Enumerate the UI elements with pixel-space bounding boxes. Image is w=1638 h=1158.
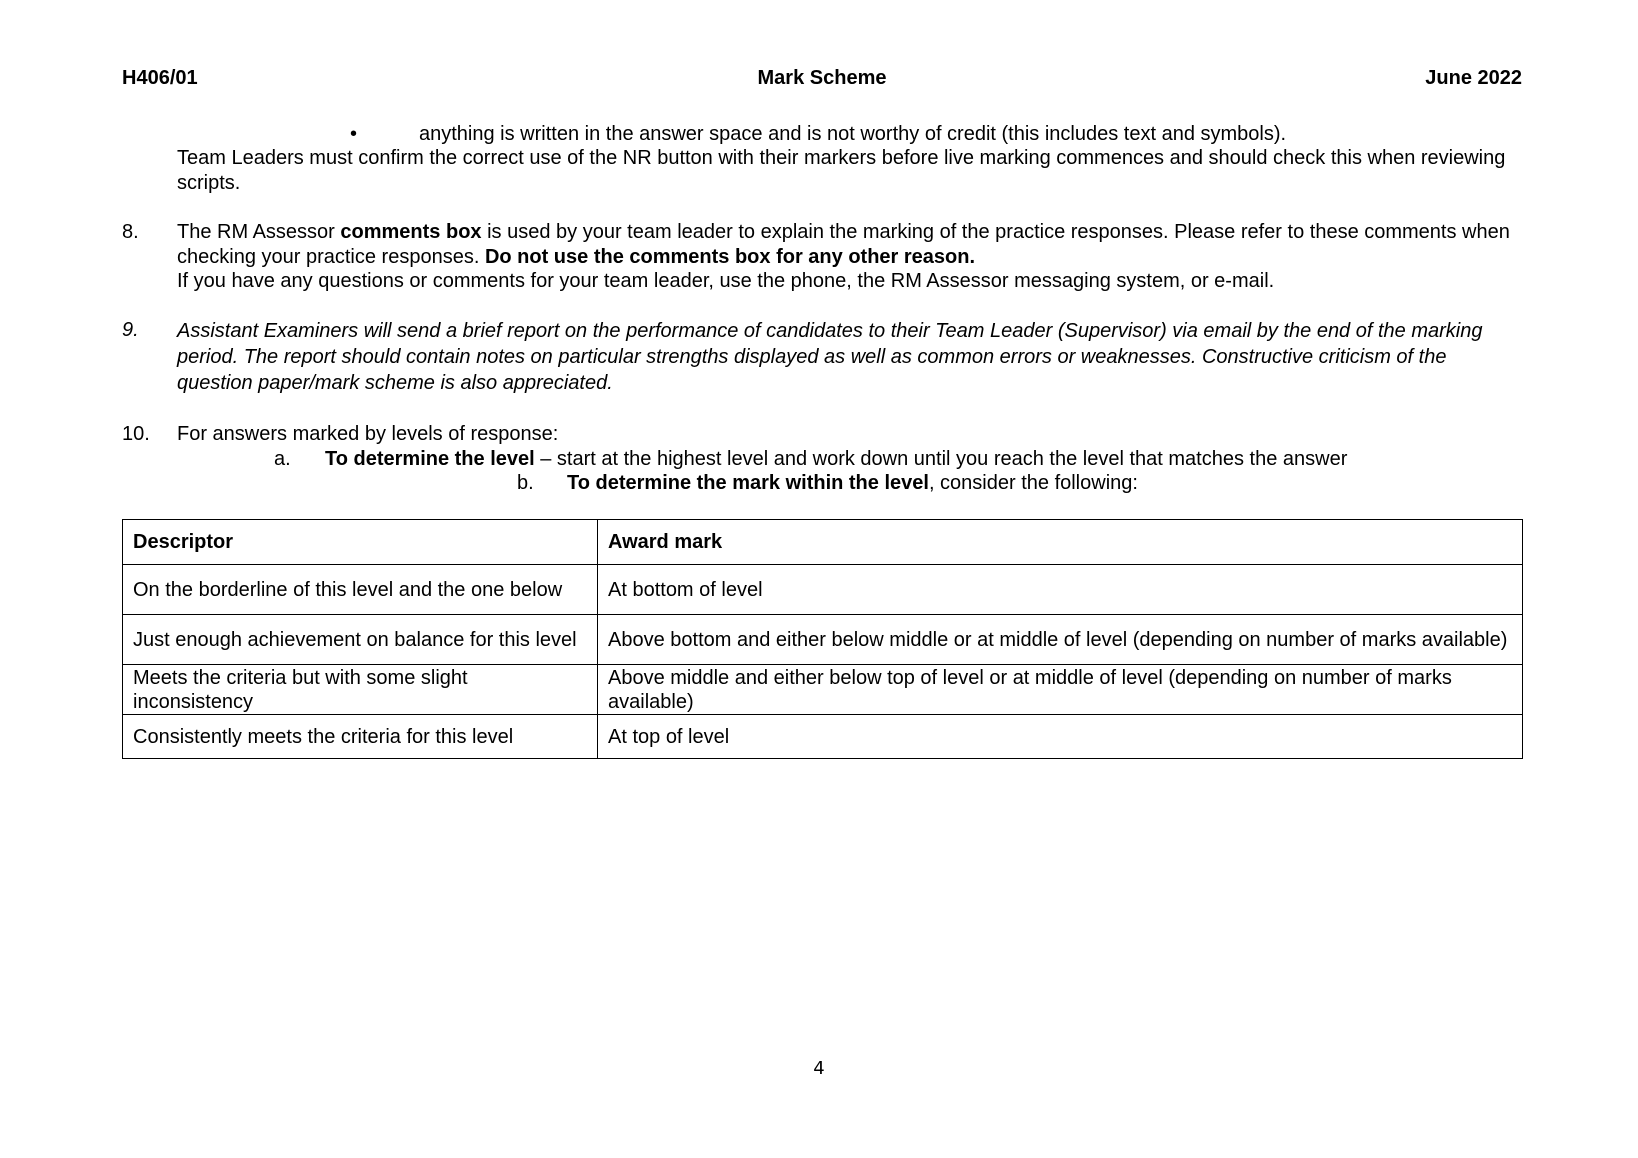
table-cell: Above middle and either below top of level or at middle of level (depending on number of marks available) [598,665,1523,715]
item-9-number: 9. [122,319,139,341]
bullet-text: anything is written in the answer space and is not worthy of credit (this includes text and symbols). [419,123,1287,145]
table-header-descriptor: Descriptor [123,520,598,565]
item-9-text: Assistant Examiners will send a brief report on the performance of candidates to their Team Leader (Supervisor) via email by the end of the marking period. The report should contain notes on particular strengths displayed as well as common errors or weaknesses. Constructive criticism of the question paper/mark scheme is also appreciated. [177,320,1483,394]
table-cell: On the borderline of this level and the one below [123,565,598,615]
item-8-line2: If you have any questions or comments for your team leader, use the phone, the RM Assessor messaging system, or e-mail. [177,270,1275,292]
item-10-a-text [325,447,1347,472]
table-cell: Just enough achievement on balance for this level [123,615,598,665]
bullet-item [350,122,1287,147]
item-8-text [177,220,1527,294]
item-8-bold1: comments box [340,221,482,243]
item-10-a-bold: To determine the level [325,448,535,470]
table-cell: Consistently meets the criteria for this level [123,715,598,759]
paper-code: H406/01 [122,67,198,89]
table-cell: Above bottom and either below middle or at middle of level (depending on number of marks available) [598,615,1523,665]
item-10-b-text [567,471,1138,496]
item-10-a [274,447,1348,472]
item-10-number: 10. [122,423,150,445]
item-8-part1: The RM Assessor [177,221,341,243]
table-row [123,615,1523,665]
header-date: June 2022 [1425,67,1522,89]
item-8-bold2: Do not use the comments box for any other reason. [484,245,976,268]
nr-note: Team Leaders must confirm the correct use of the NR button with their markers before live marking commences and should check this when reviewing scripts. [177,147,1506,194]
table-header-award: Award mark [598,520,1523,565]
table-cell: At top of level [598,715,1523,759]
levels-table [122,519,1523,759]
table-row [123,565,1523,615]
table-cell: At bottom of level [598,565,1523,615]
item-10-a-rest: – start at the highest level and work down until you reach the level that matches the answer [534,448,1348,470]
item-10-b-rest: , consider the following: [928,472,1138,494]
item-10-b-bold: To determine the mark within the level [567,472,929,494]
table-row [123,665,1523,715]
table-cell: Meets the criteria but with some slight inconsistency [123,665,598,715]
item-8-part2: is used by your team leader to explain the marking of the practice responses. Please refer to these comments when checking your practice responses. [177,221,1510,268]
item-10-b [517,471,1138,496]
item-8-number: 8. [122,221,139,243]
table-row [123,715,1523,759]
header-title: Mark Scheme [757,67,887,89]
item-10-b-label: b. [517,472,534,494]
table-header-row [123,520,1523,565]
bullet-symbol: • [350,123,358,145]
item-10-a-label: a. [274,448,291,470]
page-header [122,66,1522,92]
item-10-text: For answers marked by levels of response: [177,423,559,445]
page-number: 4 [813,1058,825,1079]
